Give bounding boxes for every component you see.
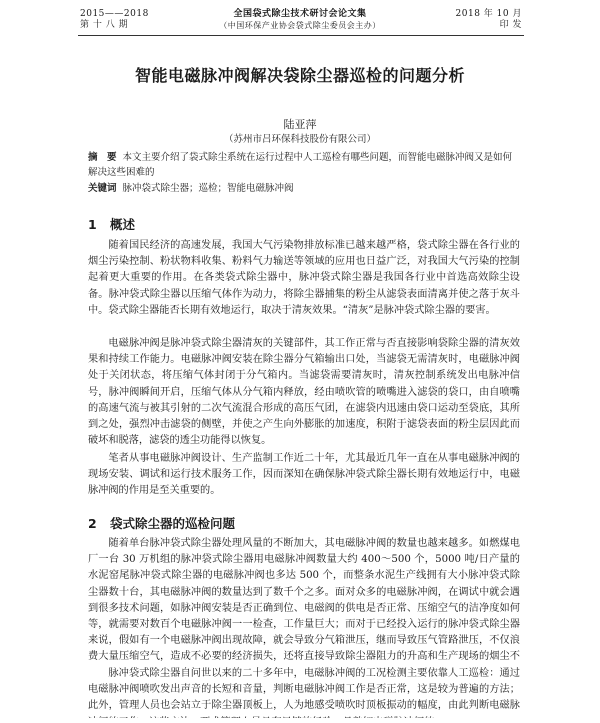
abstract — [88, 150, 518, 180]
header-date: 2018 年 10 月 — [455, 9, 522, 19]
section-title: 袋式除尘器的巡检问题 — [110, 516, 236, 531]
section-heading-2 — [88, 514, 235, 532]
author-affiliation: （苏州市吕环保科技股份有限公司） — [223, 134, 376, 145]
paragraph: 电磁脉冲阀是脉冲袋式除尘器清灰的关键部件，其工作正常与否直接影响袋除尘器的清灰效果和持续工作能力。电磁脉冲阀安装在除尘器分气箱输出口处，当滤袋无需清灰时，电磁脉冲阀处于关闭状态，将压缩气体封闭于分气箱内。当滤袋需要清灰时，清灰控制系统发出电脉冲信号，脉冲阀瞬间开启，压缩气体从分气箱内释放，经由喷吹管的喷嘴进入滤袋的袋口，由自喷嘴的高速气流与被其引射的二次气流混合形成的高压气团，在滤袋内迅速由袋口运动至袋底，其所到之处，强烈冲击滤袋的侧壁，并使之产生向外膨胀的加速度，积附于滤袋表面的粉尘层因此而破坏和脱落，滤袋的透尘功能得以恢复。 — [88, 338, 520, 447]
header-year-range: 2015——2018 — [80, 9, 149, 19]
paragraph: 随着单台脉冲袋式除尘器处理风量的不断加大，其电磁脉冲阀的数量也越来越多。如燃煤电厂一台 30 万机组的脉冲袋式除尘器用电磁脉冲阀数量大约 400～500 个，5000 吨/日产量的水泥窑尾脉冲袋式除尘器的电磁脉冲阀也多达 500 个，而整条水泥生产线拥有大小脉冲袋式除尘器数十台，其电磁脉冲阀的数量达到了数千个之多。面对众多的电磁脉冲阀，在调试中就会遇到很多技术问题，如脉冲阀安装是否正确到位、电磁阀的供电是否正常、压缩空气的洁净度如何等，就需要对数百个电磁脉冲阀一一检查，工作量巨大；而对于已经投入运行的脉冲袋式除尘器来说，假如有一个电磁脉冲阀出现故障，就会导致分气箱泄压，继而导致压气管路泄压，不仅浪费大量压缩空气，造成不必要的经济损失，还将直接导致除尘器阻力的升高和生产现场的烟尘不 — [88, 538, 520, 663]
paragraph: 笔者从事电磁脉冲阀设计、生产监制工作近二十年，尤其最近几年一直在从事电磁脉冲阀的现场安装、调试和运行技术服务工作，因而深知在确保脉冲袋式除尘器长期有效地运行中，电磁脉冲阀的作用是至关重要的。 — [88, 453, 520, 497]
running-header-left — [80, 9, 149, 31]
abstract-label: 摘 要 — [88, 152, 117, 163]
running-header-center — [180, 9, 420, 31]
section-number: 1 — [88, 217, 97, 232]
header-organizer: （中国环保产业协会袋式除尘委员会主办） — [219, 21, 381, 30]
keywords-text: 脉冲袋式除尘器；巡检；智能电磁脉冲阀 — [122, 183, 294, 194]
abstract-text: 本文主要介绍了袋式除尘系统在运行过程中人工巡检有哪些问题，而智能电磁脉冲阀又是如何解决这些困难的 — [88, 152, 513, 178]
header-issue: 第 十 八 期 — [80, 20, 129, 30]
author-name: 陆亚萍 — [283, 118, 317, 131]
section-number: 2 — [88, 516, 97, 531]
running-header-right — [430, 9, 522, 31]
header-proceedings-title: 全国袋式除尘技术研讨会论文集 — [233, 9, 367, 19]
section-heading-1 — [88, 215, 135, 233]
header-divider — [78, 35, 524, 36]
header-print: 印 发 — [499, 20, 522, 30]
paragraph: 脉冲袋式除尘器自问世以来的二十多年中，电磁脉冲阀的工况检测主要依靠人工巡检：通过电磁脉冲阀喷吹发出声音的长短和音量，判断电磁脉冲阀工作是否正常，这是较为普遍的方法；此外，管理人员也会站立于除尘器顶板上，人为地感受喷吹时顶板振动的幅度，由此判断电磁脉 — [88, 668, 520, 712]
article-title: 智能电磁脉冲阀解决袋除尘器巡检的问题分析 — [134, 66, 465, 85]
section-title: 概述 — [110, 217, 136, 232]
keywords-label: 关键词 — [88, 183, 117, 194]
paragraph: 随着国民经济的高速发展，我国大气污染物排放标准已越来越严格，袋式除尘器在各行业的烟尘污染控制、粉状物料收集、粉料气力输送等领域的应用也日益广泛，对我国大气污染的控制起着更大重要的作用。在各类袋式除尘器中，脉冲袋式除尘器是我国各行业中首选高效除尘设备。脉冲袋式除尘器以压缩气体作为动力，将除尘器捕集的粉尘从滤袋表面清离并使之落于灰斗中。袋式除尘器能否长期有效地运行，取决于清灰效果。“清灰”是脉冲袋式除尘器的要害。 — [88, 240, 520, 316]
keywords — [88, 181, 518, 196]
